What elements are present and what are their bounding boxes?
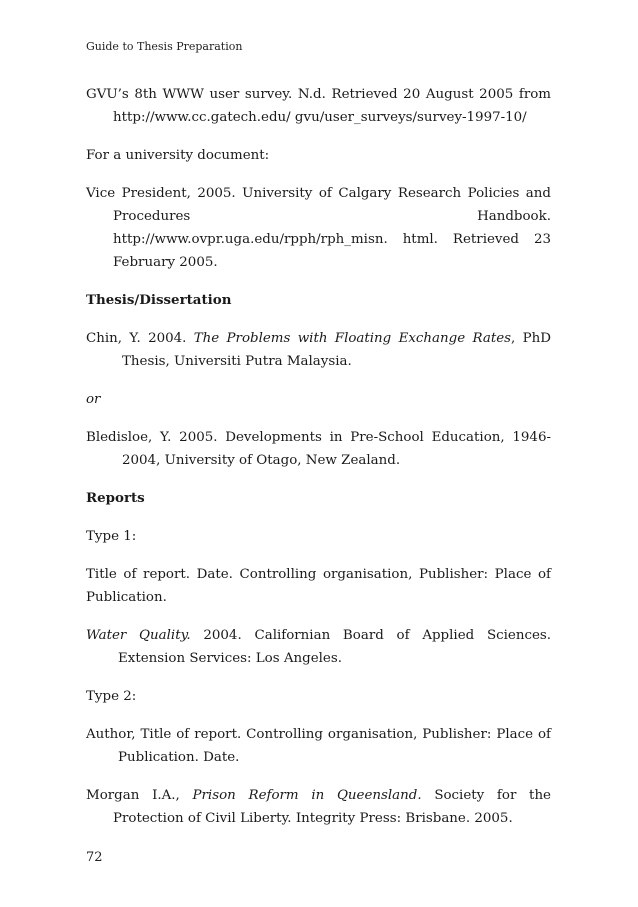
water-quality-rest: 2004. Californian Board of Applied Sciences. Extension Services: Los Angeles.	[118, 628, 551, 666]
reference-vp-line1: Vice President, 2005. University of Calgary Research Policies and	[86, 186, 551, 201]
page-body	[86, 83, 551, 830]
chin-title: The Problems with Floating Exchange Rates	[193, 331, 512, 346]
or-label: or	[86, 392, 101, 407]
reference-water-quality	[86, 624, 551, 670]
morgan-title: Prison Reform in Queensland.	[192, 788, 422, 803]
reference-vp-line2: Procedures Handbook.	[113, 209, 551, 224]
reference-chin	[86, 327, 551, 373]
thesis-dissertation-heading: Thesis/Dissertation	[86, 292, 232, 308]
type2-format: Author, Title of report. Controlling organisation, Publisher: Place of Publication. Date.	[86, 727, 551, 765]
type1-format: Title of report. Date. Controlling organisation, Publisher: Place of Publication.	[86, 567, 551, 605]
type2-label: Type 2:	[86, 689, 137, 704]
running-header: Guide to Thesis Preparation	[86, 40, 243, 53]
water-quality-title: Water Quality.	[86, 628, 191, 643]
morgan-author: Morgan I.A.,	[86, 788, 193, 803]
chin-rest: , PhD Thesis, Universiti Putra Malaysia.	[122, 331, 551, 369]
reference-morgan	[86, 784, 551, 830]
university-document-label: For a university document:	[86, 148, 270, 163]
reports-heading: Reports	[86, 490, 145, 506]
type1-label: Type 1:	[86, 529, 137, 544]
reference-vp-rest: http://www.ovpr.uga.edu/rpph/rph_misn. html. Retrieved 23 February 2005.	[113, 232, 551, 270]
chin-author: Chin, Y. 2004.	[86, 331, 194, 346]
reference-gvu-survey: GVU’s 8th WWW user survey. N.d. Retrieved 20 August 2005 from http://www.cc.gatech.edu/ gvu/user_surveys/survey-1997-10/	[86, 87, 551, 125]
page-number: 72	[86, 850, 103, 865]
reference-bledisloe: Bledisloe, Y. 2005. Developments in Pre-School Education, 1946-2004, University of Otago, New Zealand.	[86, 430, 551, 468]
morgan-rest: Society for the Protection of Civil Liberty. Integrity Press: Brisbane. 2005.	[113, 788, 551, 826]
reference-vice-president	[86, 182, 551, 274]
